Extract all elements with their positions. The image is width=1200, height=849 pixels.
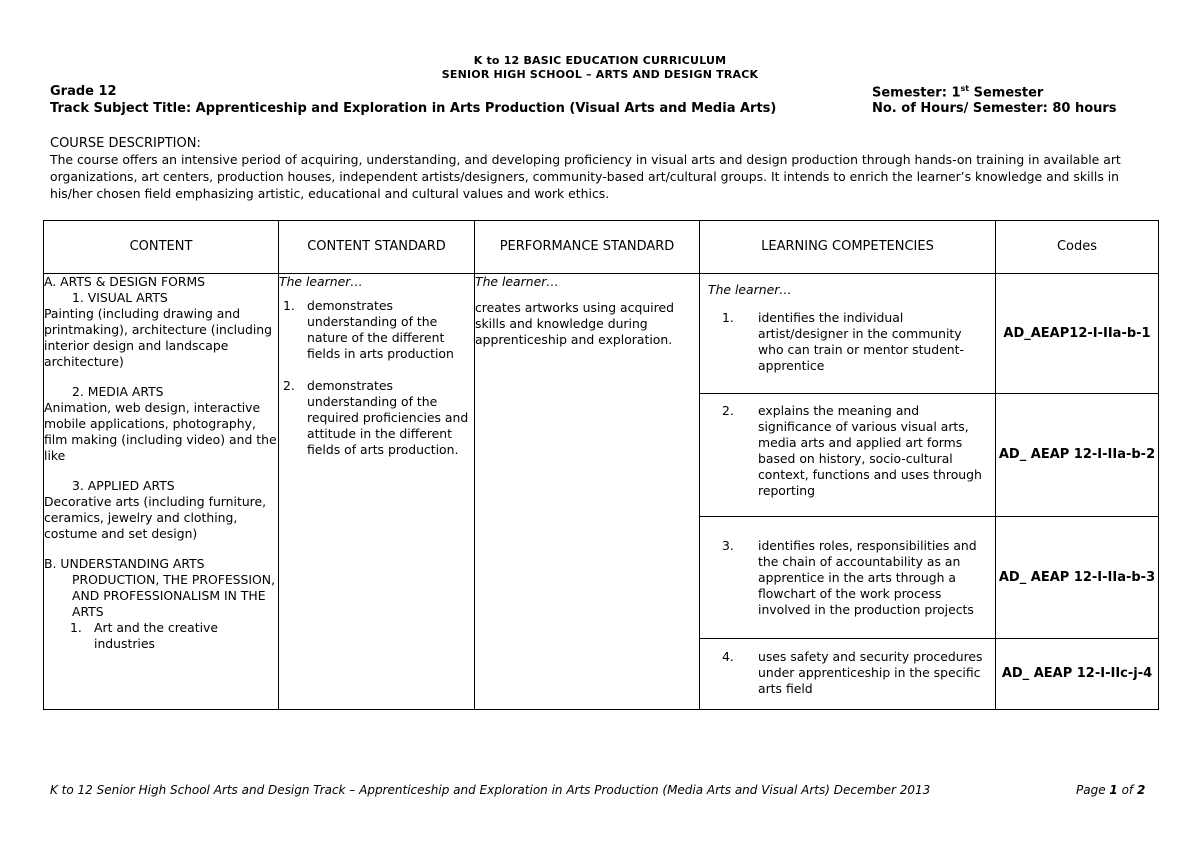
competency-text: identifies the individual artist/designer in the community who can train or mentor student-apprentice [758,310,964,373]
applied-arts-text: Decorative arts (including furniture, ceramics, jewelry and clothing, costume and set design) [44,494,267,541]
competency-intro: The learner… [708,282,792,297]
b1-text: Art and the creative industries [94,620,218,651]
list-item [279,378,474,458]
track-title: SENIOR HIGH SCHOOL – ARTS AND DESIGN TRACK [441,68,759,81]
performance-standard-intro: The learner… [475,274,559,289]
header-learning-competencies: LEARNING COMPETENCIES [700,221,996,274]
hours-label: No. of Hours/ Semester: 80 hours [872,101,1117,116]
competency-num: 3. [722,537,734,553]
list-item [700,538,995,618]
list-text: demonstrates understanding of the nature of the different fields in arts production [307,298,454,361]
visual-arts-title: 1. VISUAL ARTS [72,290,168,305]
content-standard-intro: The learner… [279,274,363,289]
performance-standard-cell [475,274,700,710]
competency-text: uses safety and security procedures under apprenticeship in the specific arts field [758,649,983,696]
header-content-standard: CONTENT STANDARD [279,221,475,274]
competency-cell [700,274,996,394]
competency-num: 2. [722,403,734,418]
competency-num: 4. [722,649,734,664]
competency-cell [700,639,996,710]
page-number [1076,783,1145,797]
competency-cell [700,394,996,517]
page-total: 2 [1136,783,1146,797]
footer-text: K to 12 Senior High School Arts and Design Track – Apprenticeship and Exploration in Arts Production (Media Arts and Visual Arts) December 2013 [50,783,931,797]
curriculum-title: K to 12 BASIC EDUCATION CURRICULUM [473,54,727,67]
header-performance-standard: PERFORMANCE STANDARD [475,221,700,274]
content-cell [44,274,279,710]
content-standard-list [279,298,474,458]
section-b-title: B. UNDERSTANDING ARTS [44,556,205,571]
content-standard-cell [279,274,475,710]
table-row [44,274,1159,394]
code-cell: AD_ AEAP 12-I-IIa-b-2 [996,394,1159,517]
b1-num: 1. [70,620,82,635]
header-codes: Codes [996,221,1159,274]
competency-num: 1. [722,310,734,325]
list-item [700,649,995,697]
course-description-body: The course offers an intensive period of acquiring, understanding, and developing proficiency in visual arts and design production through hands-on training in available art organizations, art centers, production houses, independent artists/designers, community-based art/cultural groups. It intends to enrich the learner’s knowledge and skills in his/her chosen field emphasizing artistic, educational and cultural values and work ethics. [50,152,1121,201]
header-content: CONTENT [44,221,279,274]
semester-text: Semester: 1 [872,85,961,101]
semester-label [872,84,1043,100]
subject-title: Track Subject Title: Apprenticeship and Exploration in Arts Production (Visual Arts and Media Arts) [50,101,777,116]
code-cell: AD_ AEAP 12-I-IIa-b-3 [996,517,1159,639]
list-item [44,620,278,652]
list-text: demonstrates understanding of the required proficiencies and attitude in the different fields of arts production. [307,378,469,457]
media-arts-text: Animation, web design, interactive mobile applications, photography, film making (including video) and the like [44,400,277,463]
applied-arts-title: 3. APPLIED ARTS [72,478,175,493]
list-item [279,298,474,362]
semester-sup: st [960,84,970,93]
performance-standard-text: creates artworks using acquired skills and knowledge during apprenticeship and exploration. [475,300,674,347]
page-of: of [1117,783,1137,797]
section-b-subtitle: PRODUCTION, THE PROFESSION, AND PROFESSIONALISM IN THE ARTS [72,572,276,619]
visual-arts-text: Painting (including drawing and printmaking), architecture (including interior design and landscape architecture) [44,306,272,369]
code-cell: AD_ AEAP 12-I-IIc-j-4 [996,639,1159,710]
table-header-row [44,221,1159,274]
competency-text: explains the meaning and significance of various visual arts, media arts and applied art forms based on history, socio-cultural context, functions and uses through reporting [758,403,982,498]
page-current: 1 [1109,783,1118,797]
competency-cell [700,517,996,639]
list-num: 2. [283,378,295,393]
list-item [700,310,995,374]
page-prefix: Page [1076,783,1110,797]
course-description-title: COURSE DESCRIPTION: [50,136,201,151]
section-a-title: A. ARTS & DESIGN FORMS [44,274,206,289]
list-num: 1. [283,298,295,313]
list-item [700,403,995,499]
code-cell: AD_AEAP12-I-IIa-b-1 [996,274,1159,394]
curriculum-table [43,220,1159,710]
media-arts-title: 2. MEDIA ARTS [72,384,164,399]
semester-suffix: Semester [969,85,1044,101]
competency-text: identifies roles, responsibilities and the chain of accountability as an apprentice in the arts through a flowchart of the work process involved in the production projects [758,537,977,617]
grade-label: Grade 12 [50,84,117,99]
